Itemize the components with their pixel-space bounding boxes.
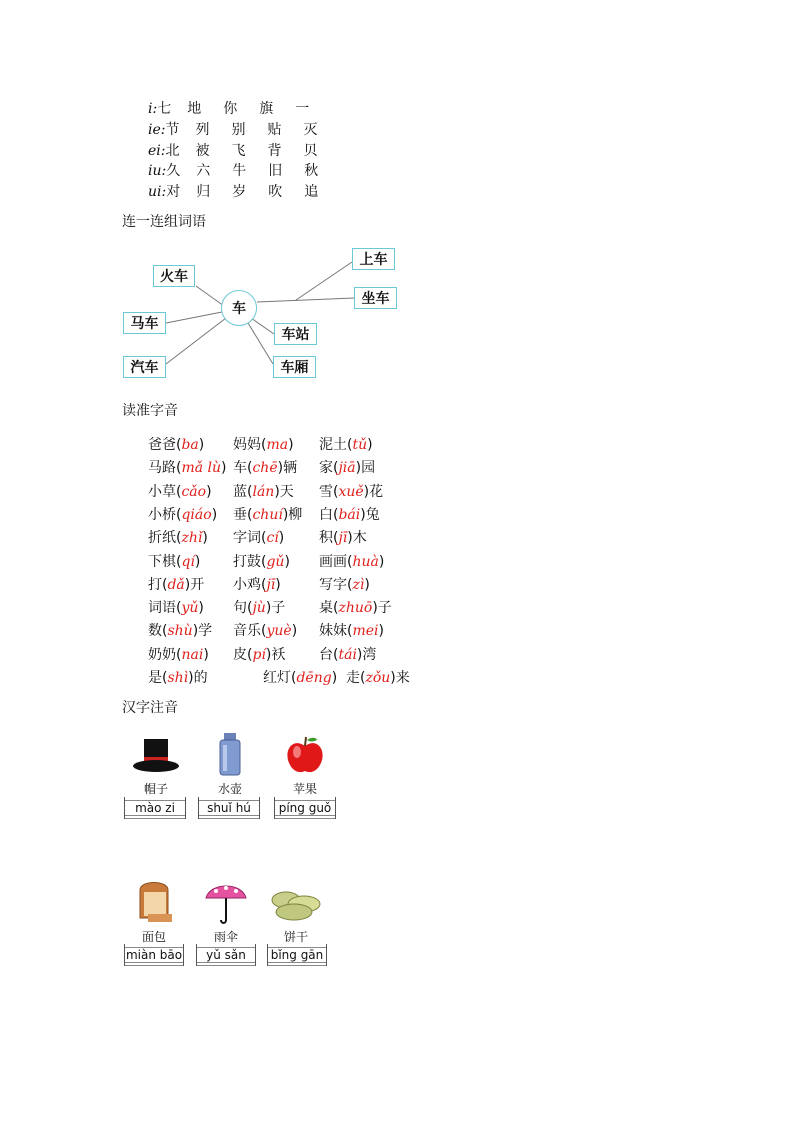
line-chezhan bbox=[251, 318, 274, 334]
reading-pinyin: shù bbox=[167, 623, 193, 639]
reading-word: 走( bbox=[346, 670, 366, 686]
picture-label-biscuit: 饼干 bbox=[283, 930, 308, 944]
reading-word: 音乐( bbox=[233, 623, 267, 639]
reading-word: 画画( bbox=[319, 554, 353, 570]
reading-suffix: )学 bbox=[192, 623, 213, 639]
apple-picture bbox=[284, 734, 326, 776]
pinyin-box-hat bbox=[124, 797, 186, 819]
reading-pinyin: xuě bbox=[338, 484, 364, 500]
reading-item bbox=[319, 574, 370, 594]
reading-item bbox=[233, 644, 285, 664]
reading-word: 奶奶( bbox=[148, 647, 182, 663]
reading-item bbox=[319, 620, 384, 640]
reading-word: 写字( bbox=[319, 577, 353, 593]
reading-word: 打鼓( bbox=[233, 554, 267, 570]
reading-suffix: )湾 bbox=[356, 647, 377, 663]
pinyin-box-bottle bbox=[198, 797, 260, 819]
reading-word: 字词( bbox=[233, 530, 267, 546]
hat-picture bbox=[132, 735, 180, 777]
word-box-mache[interactable]: 马车 bbox=[123, 312, 166, 334]
reading-pinyin: lán bbox=[252, 484, 275, 500]
reading-suffix: )子 bbox=[372, 600, 392, 616]
word-box-chezhan[interactable]: 车站 bbox=[274, 323, 317, 345]
reading-pinyin: cí bbox=[266, 530, 279, 546]
reading-word: 红灯( bbox=[263, 670, 297, 686]
vowel-char: 飞 bbox=[231, 143, 246, 159]
reading-suffix: ) bbox=[275, 577, 281, 593]
section-heading-connect: 连一连组词语 bbox=[122, 214, 206, 230]
pinyin-text: mào zi bbox=[135, 801, 175, 815]
vowel-char: 背 bbox=[267, 143, 282, 159]
pinyin-text: shuǐ hú bbox=[207, 801, 251, 815]
reading-pinyin: ma bbox=[266, 437, 289, 453]
reading-word: 垂( bbox=[233, 507, 253, 523]
reading-suffix: ) bbox=[194, 554, 201, 570]
reading-pinyin: ba bbox=[181, 437, 199, 453]
center-char-che[interactable]: 车 bbox=[221, 290, 257, 326]
vowel-char: 久 bbox=[166, 163, 181, 179]
reading-pinyin: pí bbox=[252, 647, 266, 663]
reading-item bbox=[233, 504, 302, 524]
reading-pinyin: zhǐ bbox=[181, 530, 203, 546]
reading-suffix: )开 bbox=[184, 577, 205, 593]
reading-pinyin: jī bbox=[266, 577, 276, 593]
reading-suffix: )袄 bbox=[265, 647, 286, 663]
vowel-char: 贝 bbox=[303, 143, 318, 159]
reading-item bbox=[233, 527, 284, 547]
reading-pinyin: jī bbox=[338, 530, 348, 546]
reading-item bbox=[319, 597, 392, 617]
reading-pinyin: jù bbox=[252, 600, 266, 616]
section-heading-pinyin: 汉字注音 bbox=[122, 700, 178, 716]
reading-suffix: ) bbox=[288, 437, 294, 453]
picture-label-bottle: 水壶 bbox=[217, 782, 242, 796]
reading-suffix: )木 bbox=[347, 530, 367, 546]
vowel-char: 秋 bbox=[304, 163, 319, 179]
vowel-key: ie: bbox=[148, 122, 166, 138]
reading-pinyin: mei bbox=[352, 623, 379, 639]
biscuit-picture bbox=[268, 890, 326, 922]
reading-suffix: ) bbox=[364, 577, 370, 593]
reading-word: 妹妹( bbox=[319, 623, 353, 639]
reading-word: 蓝( bbox=[233, 484, 253, 500]
reading-pinyin: qí bbox=[181, 554, 195, 570]
reading-suffix: ) bbox=[291, 623, 298, 639]
reading-item bbox=[319, 551, 384, 571]
reading-item bbox=[233, 574, 281, 594]
vowel-char: 吹 bbox=[268, 184, 283, 200]
reading-suffix: ) bbox=[331, 670, 338, 686]
reading-word: 爸爸( bbox=[148, 437, 182, 453]
reading-pinyin: yǔ bbox=[181, 600, 199, 616]
reading-pinyin: nai bbox=[181, 647, 204, 663]
reading-item bbox=[233, 434, 294, 454]
reading-suffix: ) bbox=[221, 460, 227, 476]
reading-pinyin: huà bbox=[352, 554, 379, 570]
reading-pinyin: shì bbox=[167, 670, 189, 686]
pinyin-box-apple bbox=[274, 797, 336, 819]
reading-suffix: ) bbox=[198, 437, 205, 453]
reading-word: 积( bbox=[319, 530, 339, 546]
reading-item bbox=[148, 620, 212, 640]
reading-item bbox=[233, 481, 294, 501]
pinyin-box-bread bbox=[124, 944, 184, 966]
reading-word: 小草( bbox=[148, 484, 182, 500]
reading-pinyin: dǎ bbox=[167, 577, 185, 593]
reading-item bbox=[233, 597, 285, 617]
reading-item bbox=[319, 527, 367, 547]
vowel-char: 六 bbox=[196, 163, 211, 179]
line-shangche bbox=[296, 262, 352, 300]
reading-word: 白( bbox=[319, 507, 339, 523]
reading-suffix: )天 bbox=[274, 484, 294, 500]
pinyin-text: yǔ sǎn bbox=[206, 948, 246, 962]
vowel-char: 别 bbox=[231, 122, 246, 138]
reading-pinyin: mǎ lù bbox=[181, 460, 222, 476]
reading-suffix: ) bbox=[198, 600, 204, 616]
vowel-char: 你 bbox=[223, 101, 238, 117]
reading-word: 妈妈( bbox=[233, 437, 267, 453]
reading-pinyin: zì bbox=[352, 577, 365, 593]
vowel-char: 归 bbox=[196, 184, 211, 200]
reading-word: 数( bbox=[148, 623, 168, 639]
reading-item bbox=[148, 551, 200, 571]
picture-label-hat: 帽子 bbox=[143, 782, 168, 796]
reading-suffix: ) bbox=[203, 647, 209, 663]
reading-suffix: ) bbox=[367, 437, 373, 453]
pinyin-text: bǐng gān bbox=[270, 948, 324, 962]
reading-word: 皮( bbox=[233, 647, 253, 663]
pinyin-text: píng guǒ bbox=[278, 801, 332, 815]
reading-pinyin: cǎo bbox=[181, 484, 207, 500]
vowel-char: 旧 bbox=[268, 163, 283, 179]
pinyin-box-umbrella bbox=[196, 944, 256, 966]
vowel-key: ui: bbox=[148, 184, 167, 200]
reading-pinyin: gǔ bbox=[266, 554, 285, 570]
umbrella-picture bbox=[204, 880, 248, 926]
vowel-char: 地 bbox=[187, 101, 202, 117]
section-heading-reading: 读准字音 bbox=[122, 403, 178, 419]
line-zuoche bbox=[257, 298, 354, 302]
reading-item bbox=[319, 504, 380, 524]
reading-pinyin: bái bbox=[338, 507, 361, 523]
reading-pinyin: zhuō bbox=[338, 600, 373, 616]
reading-item bbox=[233, 457, 297, 477]
vowel-char: 列 bbox=[195, 122, 210, 138]
reading-word: 家( bbox=[319, 460, 339, 476]
pinyin-box-biscuit bbox=[267, 944, 327, 966]
reading-pinyin: tái bbox=[338, 647, 357, 663]
reading-suffix: )花 bbox=[363, 484, 384, 500]
reading-pinyin: zǒu bbox=[365, 670, 391, 686]
reading-word: 词语( bbox=[148, 600, 182, 616]
picture-label-apple: 苹果 bbox=[292, 782, 317, 796]
picture-label-bread: 面包 bbox=[141, 930, 166, 944]
reading-suffix: ) bbox=[211, 507, 218, 523]
vowel-key: ei: bbox=[148, 143, 166, 159]
reading-item bbox=[148, 457, 227, 477]
reading-item bbox=[319, 457, 375, 477]
reading-item bbox=[346, 667, 410, 687]
reading-suffix: ) bbox=[378, 554, 385, 570]
reading-item bbox=[148, 434, 204, 454]
reading-word: 下棋( bbox=[148, 554, 182, 570]
reading-suffix: ) bbox=[284, 554, 290, 570]
vowel-char: 旗 bbox=[259, 101, 274, 117]
reading-word: 雪( bbox=[319, 484, 339, 500]
vowel-char: 牛 bbox=[232, 163, 247, 179]
vowel-char: 灭 bbox=[303, 122, 318, 138]
pinyin-text: miàn bāo bbox=[125, 948, 183, 962]
reading-item bbox=[148, 481, 212, 501]
reading-suffix: ) bbox=[202, 530, 208, 546]
line-huoche bbox=[196, 286, 224, 306]
word-box-qiche[interactable]: 汽车 bbox=[123, 356, 166, 378]
reading-word: 小鸡( bbox=[233, 577, 267, 593]
reading-item bbox=[233, 620, 297, 640]
reading-pinyin: jiā bbox=[338, 460, 356, 476]
reading-word: 折纸( bbox=[148, 530, 182, 546]
vowel-char: 节 bbox=[165, 122, 180, 138]
bottle-picture bbox=[216, 731, 244, 777]
reading-suffix: ) bbox=[206, 484, 212, 500]
vowel-char: 贴 bbox=[267, 122, 282, 138]
reading-word: 打( bbox=[148, 577, 168, 593]
vowel-char: 北 bbox=[165, 143, 180, 159]
reading-item bbox=[233, 551, 290, 571]
reading-pinyin: qiáo bbox=[181, 507, 212, 523]
line-qiche bbox=[166, 318, 226, 364]
vowel-char: 对 bbox=[166, 184, 181, 200]
reading-suffix: ) bbox=[378, 623, 384, 639]
reading-word: 小桥( bbox=[148, 507, 182, 523]
vowel-char: 追 bbox=[304, 184, 319, 200]
vowel-char: 被 bbox=[195, 143, 210, 159]
reading-word: 泥土( bbox=[319, 437, 353, 453]
line-mache bbox=[166, 312, 222, 323]
reading-word: 车( bbox=[233, 460, 253, 476]
reading-suffix: )柳 bbox=[282, 507, 303, 523]
picture-label-umbrella: 雨伞 bbox=[213, 930, 238, 944]
reading-suffix: )园 bbox=[355, 460, 376, 476]
reading-suffix: )来 bbox=[390, 670, 410, 686]
word-box-huoche[interactable]: 火车 bbox=[153, 265, 195, 287]
vowel-key: iu: bbox=[148, 163, 167, 179]
reading-item bbox=[319, 481, 383, 501]
reading-word: 台( bbox=[319, 647, 339, 663]
reading-pinyin: chē bbox=[252, 460, 278, 476]
reading-suffix: )子 bbox=[265, 600, 286, 616]
word-box-shangche[interactable]: 上车 bbox=[352, 248, 395, 270]
word-box-chexiang[interactable]: 车厢 bbox=[273, 356, 316, 378]
reading-suffix: )辆 bbox=[277, 460, 298, 476]
reading-pinyin: yuè bbox=[266, 623, 292, 639]
vowel-key: i: bbox=[148, 101, 158, 117]
reading-pinyin: chuí bbox=[252, 507, 283, 523]
reading-word: 是( bbox=[148, 670, 168, 686]
line-chexiang bbox=[248, 323, 273, 364]
reading-word: 句( bbox=[233, 600, 253, 616]
reading-item bbox=[148, 597, 204, 617]
reading-suffix: ) bbox=[278, 530, 285, 546]
reading-item bbox=[148, 644, 209, 664]
reading-item bbox=[148, 667, 208, 687]
reading-suffix: )的 bbox=[188, 670, 208, 686]
reading-item bbox=[148, 527, 208, 547]
word-box-zuoche[interactable]: 坐车 bbox=[354, 287, 397, 309]
vowel-char: 七 bbox=[157, 101, 172, 117]
reading-item bbox=[148, 574, 204, 594]
reading-word: 马路( bbox=[148, 460, 182, 476]
reading-suffix: )兔 bbox=[360, 507, 380, 523]
reading-pinyin: dēng bbox=[296, 670, 332, 686]
reading-pinyin: tǔ bbox=[352, 437, 368, 453]
reading-item bbox=[319, 434, 373, 454]
vowel-char: 一 bbox=[295, 101, 310, 117]
bread-picture bbox=[134, 878, 174, 924]
reading-item bbox=[319, 644, 376, 664]
reading-item bbox=[148, 504, 217, 524]
reading-item bbox=[263, 667, 337, 687]
vowel-char: 岁 bbox=[232, 184, 247, 200]
reading-word: 桌( bbox=[319, 600, 339, 616]
